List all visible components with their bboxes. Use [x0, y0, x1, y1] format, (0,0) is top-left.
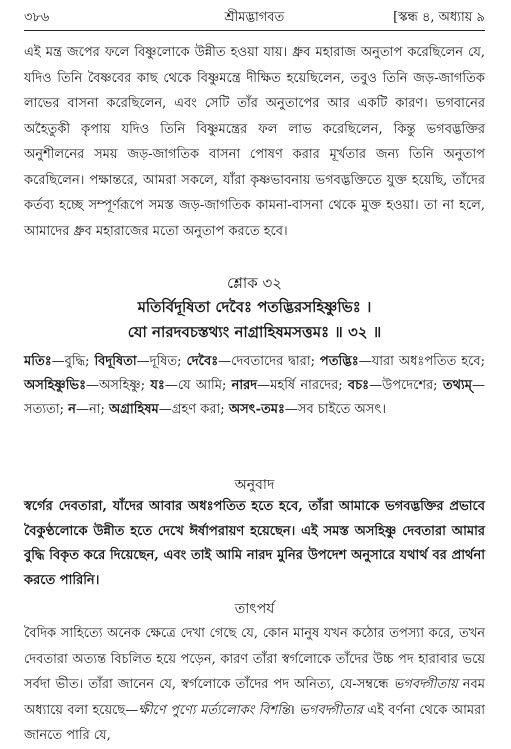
- synonym-meaning: যে আমি;: [177, 378, 227, 393]
- synonym-word: তথ্যম্: [442, 378, 472, 393]
- synonym-meaning: না;: [88, 402, 105, 417]
- synonym-meaning: উপদেশের;: [382, 378, 438, 393]
- purport-text-a: বৈদিক সাহিত্যে অনেক ক্ষেত্রে দেখা গেছে যে, কোন মানুষ যখন কঠোর তপস্যা করে, তখন দেবতারা অত্যন্ত বিচলিত হয়ে পড়েন, কারণ তাঁরা স্বর্গলোকে তাঁদের উচ্চ পদ হারাবার ভয়ে সর্বদা ভীত। তাঁরা জানেন যে, স্বর্গলোকে তাঁদের পদ অনিত্য, যে-সম্বন্ধে: [24, 626, 485, 692]
- section-reference: [স্কন্ধ ৪, অধ্যায় ৯: [393, 10, 485, 25]
- synonym-meaning: সত্যতা;: [24, 402, 65, 417]
- synonym-meaning: দূষিত;: [149, 354, 182, 369]
- purport-text-b: নবম অধ্যায়ে বলা হয়েছে—: [24, 677, 485, 718]
- synonym-word: নারদ: [231, 378, 258, 393]
- synonym-word: দেবৈঃ: [186, 354, 219, 369]
- synonyms-paragraph: মতিঃ—বুদ্ধি; বিদূষিতা—দূষিত; দেবৈঃ—দেবতাদের দ্বারা; পতদ্ভিঃ—যারা অধঃপতিত হবে; অসহিষ্ণুভিঃ—অসহিষ্ণু; যঃ—যে আমি; নারদ—মহর্ষি নারদের; বচঃ—উপদেশের; তথ্যম্—সত্যতা; ন—না; অগ্রাহিষম—গ্রহণ করা; অসৎ-তমঃ—সব চাইতে অসৎ।: [24, 354, 485, 417]
- synonym-word: ন: [68, 402, 76, 417]
- synonym-word: বিদূষিতা: [94, 354, 137, 369]
- synonym-meaning: সব চাইতে অসৎ।: [297, 402, 386, 417]
- synonym-meaning: গ্রহণ করা;: [171, 402, 225, 417]
- verse-line-1: মতির্বিদূষিতা দেবৈঃ পতদ্ভিরসহিষ্ণুভিঃ ।: [137, 298, 372, 316]
- book-title: শ্রীমদ্ভাগবত: [224, 10, 285, 25]
- verse-heading: শ্লোক ৩২: [227, 274, 282, 292]
- purport-continued-paragraph: এই মন্ত্র জপের ফলে বিষ্ণুলোকে উন্নীত হওয়া যায়। ধ্রুব মহারাজ অনুতাপ করেছিলেন যে, যদিও তিনি বৈষ্ণবের কাছ থেকে বিষ্ণুমন্ত্রে দীক্ষিত হয়েছিলেন, তবুও তিনি জড়-জাগতিক লাভের বাসনা করেছিলেন, এবং সেটি তাঁর অনুতাপের আর একটি কারণ। ভগবানের অহৈতুকী কৃপায় যদিও তিনি বিষ্ণুমন্ত্রের ফল লাভ করেছিলেন, কিন্তু ভগবদ্ভক্তির অনুশীলনের সময় জড়-জাগতিক বাসনা পোষণ করার মূর্খতার জন্য তিনি অনুতাপ করেছিলেন। পক্ষান্তরে, আমরা সকলে, যাঁরা কৃষ্ণভাবনায় ভগবদ্ভক্তিতে যুক্ত হয়েছি, তাঁদের কর্তব্য হচ্ছে সম্পূর্ণরূপে সমস্ত জড়-জাগতিক কামনা-বাসনা থেকে মুক্ত হওয়া। তা না হলে, আমাদের ধ্রুব মহারাজের মতো অনুতাপ করতে হবে।: [24, 45, 485, 239]
- translation-heading: অনুবাদ: [234, 477, 275, 493]
- synonym-word: পতদ্ভিঃ: [319, 354, 359, 369]
- header-rule: [24, 30, 485, 31]
- page-header: [24, 8, 485, 28]
- purport-heading: তাৎপর্য: [234, 601, 275, 617]
- synonym-word: অসহিষ্ণুভিঃ: [24, 378, 87, 393]
- synonym-meaning: বুদ্ধি;: [64, 354, 90, 369]
- synonym-word: অগ্রাহিষম: [109, 402, 159, 417]
- page-number: ৩৮৬: [24, 10, 50, 25]
- purport-text-d: এই বর্ণনা থেকে আমরা জানতে পারি যে,: [24, 702, 485, 743]
- purport-paragraph: [24, 621, 485, 749]
- synonym-word: অসৎ-তমঃ: [228, 402, 285, 417]
- translation-paragraph: স্বর্গের দেবতারা, যাঁদের আবার অধঃপতিত হতে হবে, তাঁরা আমাকে ভগবদ্ভক্তির প্রভাবে বৈকুণ্ঠলোকে উন্নীত হতে দেখে ঈর্ষাপরায়ণ হয়েছেন। এই সমস্ত অসহিষ্ণু দেবতারা আমার বুদ্ধি বিকৃত করে দিয়েছেন, এবং তাই আমি নারদ মুনির উপদেশ অনুসারে যথার্থ বর প্রার্থনা করতে পারিনি।: [24, 499, 485, 588]
- synonym-meaning: দেবতাদের দ্বারা;: [231, 354, 315, 369]
- gita-reference: ভগবদ্গীতায়: [393, 677, 458, 692]
- gita-quote: ক্ষীণে পুণ্যে মর্ত্যলোকং বিশন্তি: [138, 702, 290, 718]
- synonym-word: মতিঃ: [24, 354, 52, 369]
- synonym-meaning: মহর্ষি নারদের;: [270, 378, 343, 393]
- synonym-word: যঃ: [150, 378, 165, 393]
- synonym-meaning: অসহিষ্ণু;: [99, 378, 146, 393]
- verse-line-2: যো নারদবচস্তথ্যং নাগ্রাহিষমসত্তমঃ ॥ ৩২ ॥: [127, 323, 382, 341]
- synonym-word: বচঃ: [347, 378, 370, 393]
- purport-text-c: ।: [289, 702, 300, 718]
- synonym-meaning: যারা অধঃপতিত হবে;: [371, 354, 485, 369]
- gita-reference-2: ভগবদ্গীতার: [299, 702, 363, 718]
